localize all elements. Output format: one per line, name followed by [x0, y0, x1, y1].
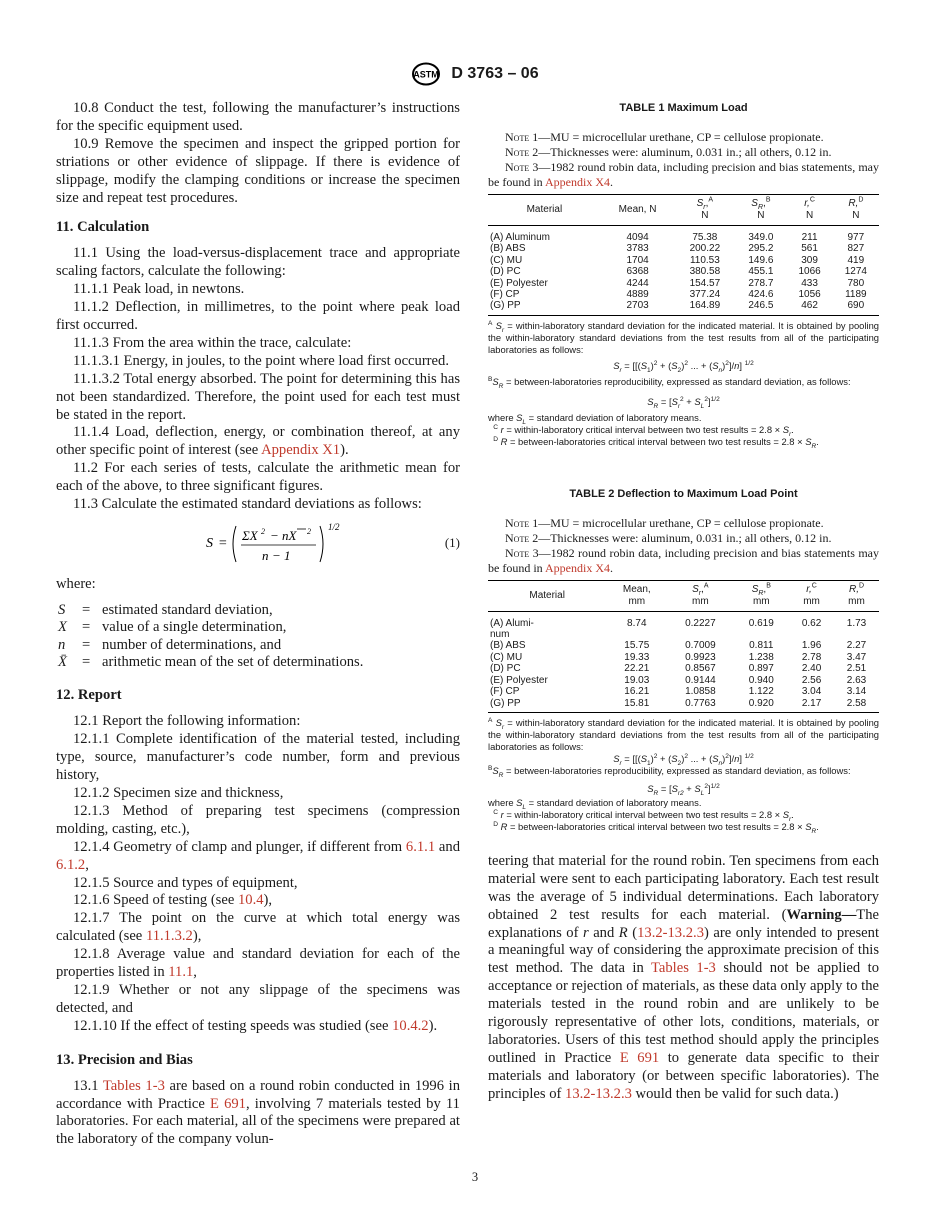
header-label: Mean, N: [618, 203, 657, 215]
table-cell: 1056: [798, 288, 821, 300]
table-1-formula-sR: $S_R = [S_r^2 + S_L^2]^{1/2}$: [647, 395, 720, 410]
where-label: where:: [56, 575, 96, 592]
table-cell: [789, 629, 834, 640]
table-2-footnote-b: $^BS_R$ = between-laboratories reproducibility, expressed as standard deviation, as follows:: [488, 764, 851, 779]
column-header: $S_R,^B$ mm: [733, 580, 789, 611]
table-cell: 0.2227: [685, 617, 716, 629]
table-cell: (D) PC: [490, 266, 521, 278]
table-cell: [834, 629, 879, 640]
table-cell: 3.47: [846, 651, 867, 663]
paragraph-12-1-3: 12.1.3 Method of preparing test specimens (compression molding, casting, etc.),: [56, 802, 460, 837]
table-cell: 3.14: [846, 686, 867, 698]
text-segment: 12.1.10 If the effect of testing speeds was studied (see: [73, 1017, 393, 1034]
table-2: [488, 580, 879, 713]
table-cell: (A) Aluminum: [490, 231, 551, 243]
table-cell: 19.03: [624, 674, 650, 686]
text-segment: , involving 7 materials tested by 11 laboratories. For each material, all of the specimens were prepared at the laboratory of the company volun-: [56, 1095, 460, 1148]
note-text: 3—1982 round robin data, including precision and bias statements, may be found in: [488, 159, 879, 189]
definition: arithmetic mean of the set of determinations.: [102, 654, 364, 671]
table-cell: 433: [801, 277, 818, 289]
column-header: [488, 580, 606, 611]
paragraph-11-1: 11.1 Using the load-versus-displacement trace and appropriate scaling factors, calculate the following:: [56, 245, 460, 280]
table-cell: 462: [786, 300, 832, 315]
header-unit: N: [757, 209, 765, 221]
table-cell: 110.53: [689, 254, 720, 266]
table-cell: (E) Polyester: [490, 674, 548, 686]
note-label: Note: [505, 144, 530, 159]
equals-sign: =: [82, 601, 91, 618]
table-cell: 0.9144: [685, 674, 716, 686]
table-cell: 2.63: [846, 674, 867, 686]
where-item: [56, 602, 460, 619]
table-cell: 19.33: [624, 651, 650, 663]
appendix-x4-link[interactable]: Appendix X4: [545, 174, 610, 189]
text-segment: ).: [428, 1017, 438, 1034]
table-cell: (B) ABS: [490, 640, 526, 652]
note-label: Note: [505, 545, 530, 560]
paragraph-12-1-4: [56, 839, 460, 875]
appendix-x1-link[interactable]: Appendix X1: [261, 442, 341, 459]
text-segment: and: [435, 838, 460, 855]
page-number: 3: [471, 1170, 479, 1184]
table-cell: (G) PP: [488, 300, 601, 315]
table-cell: 2.17: [789, 698, 834, 713]
section-10-4-2-link[interactable]: 10.4.2: [392, 1017, 429, 1034]
header-label: r,: [804, 197, 810, 209]
svg-text:S: S: [206, 535, 213, 551]
table-cell: 349.0: [748, 231, 774, 243]
note-text: .: [610, 560, 613, 575]
table-cell: 15.75: [624, 640, 650, 652]
table-2-note-3: [488, 546, 879, 576]
table-cell: 780: [847, 277, 865, 289]
table-cell: 2.78: [801, 651, 822, 663]
table-row: [488, 675, 879, 686]
table-1-formula-sr: $S_r = [[(S_1)^2 + (S_2)^2$ ... + $(S_n)^2]/n$] $^{1/2}$: [613, 359, 754, 374]
table-cell: 2.27: [846, 640, 867, 652]
text-segment: 12.1.8 Average value and standard deviation for each of the properties listed in: [56, 946, 460, 981]
table-row: [488, 611, 879, 629]
section-6-1-1-link[interactable]: 6.1.1: [405, 838, 436, 855]
formula-graphic: [206, 520, 376, 570]
table-cell: 211: [801, 231, 818, 243]
table-cell: 16.21: [624, 686, 650, 698]
section-heading-report: 12. Report: [56, 687, 122, 704]
table-cell: 1066: [798, 266, 821, 278]
table-row: [488, 243, 879, 254]
table-cell: 8.74: [627, 617, 647, 629]
table-2-body: [488, 611, 879, 712]
table-row: [488, 278, 879, 289]
header-label: Material: [526, 203, 563, 215]
table-1-footnote-d: $^D$ R = between-laboratories critical interval between two test results = $2.8 \times S_R$.: [493, 435, 819, 450]
section-heading-calculation: 11. Calculation: [56, 219, 150, 236]
symbol: X: [58, 619, 67, 636]
paragraph-12-1: 12.1 Report the following information:: [73, 713, 301, 730]
note-text: 1—MU = microcellular urethane, CP = cellulose propionate.: [529, 515, 824, 530]
note-label: Note: [505, 129, 530, 144]
table-row: [488, 640, 879, 651]
table-cell: 3783: [626, 243, 649, 255]
table-cell: 0.62: [801, 617, 822, 629]
table-cell: 455.1: [748, 266, 774, 278]
table-cell: 154.57: [689, 277, 721, 289]
header-unit: N: [805, 209, 814, 221]
table-cell: 149.6: [748, 254, 774, 266]
table-2-footnote-d: $^D$ R = between-laboratories critical interval between two test results = $2.8 \times S_R$.: [493, 820, 819, 835]
footnote-text: = between-laboratories critical interval between two test results = 2.8 ×: [507, 435, 806, 447]
footnote-text: = within-laboratory standard deviation for the indicated material. It is obtained by pooling the within-laboratory standard deviations from the test results from all of the participating laboratories as follows:: [488, 319, 879, 355]
paragraph-12-1-2: 12.1.2 Specimen size and thickness,: [73, 785, 284, 801]
table-cell: 1.73: [846, 617, 867, 629]
table-cell: 0.8567: [685, 663, 716, 675]
section-10-4-link[interactable]: 10.4: [237, 892, 264, 909]
table-2-title: TABLE 2 Deflection to Maximum Load Point: [569, 487, 798, 500]
header-label: S: [751, 197, 758, 209]
table-cell: 0.940: [748, 674, 774, 686]
table-cell: 15.81: [606, 698, 667, 713]
paragraph-11-3: 11.3 Calculate the estimated standard deviations as follows:: [73, 496, 422, 513]
section-11-1-link[interactable]: 11.1: [168, 964, 194, 981]
svg-text:n: n: [262, 547, 269, 563]
table-1-footnote-a: $^A$ $S_r$ = within-laboratory standard deviation for the indicated material. It is obtained by pooling the within-laboratory standard deviations from the test results from all of the participating laboratories as follows:: [488, 319, 879, 355]
column-header: R,$^D$ mm: [834, 580, 879, 611]
table-2-footnote-c: $^C$ r = within-laboratory critical interval between two test results = $2.8 \times S_r$.: [493, 808, 794, 823]
table-cell: 0.7763: [667, 698, 733, 713]
table-2-note-1: [488, 516, 879, 531]
paragraph-12-1-10: [56, 1018, 460, 1036]
table-cell: 419: [847, 254, 865, 266]
header-label: R,: [848, 583, 859, 595]
paragraph-12-1-9: 12.1.9 Whether or not any slippage of the specimens was detected, and: [56, 981, 460, 1016]
table-cell: 309: [801, 254, 818, 266]
table-cell: 377.24: [689, 288, 721, 300]
right-column: [488, 100, 879, 1104]
table-cell: [667, 629, 733, 640]
table-cell: 1189: [845, 288, 867, 300]
text-segment: 12.1.7 The point on the curve at which total energy was calculated (see: [56, 910, 460, 945]
symbol: S: [58, 601, 66, 618]
note-label: Note: [505, 530, 530, 545]
e691-link[interactable]: E 691: [210, 1095, 246, 1112]
table-1-note-2: [488, 145, 879, 160]
header-unit: mm: [803, 595, 820, 607]
column-header: [488, 194, 601, 225]
table-cell: 164.89: [674, 300, 735, 315]
where-item: [56, 654, 460, 671]
table-row: [488, 629, 879, 640]
header-label: S: [692, 583, 699, 595]
table-cell: 1274: [844, 266, 867, 278]
note-label: Note: [505, 515, 530, 530]
definition: value of a single determination,: [102, 619, 287, 636]
table-1-block: [488, 100, 879, 448]
table-cell: 2703: [601, 300, 675, 315]
astm-logo-icon: [411, 62, 441, 86]
paragraph-11-1-4: [56, 424, 460, 460]
where-list: [56, 602, 460, 672]
definition: number of determinations, and: [102, 636, 282, 653]
column-header: r,$^C$ N: [786, 194, 832, 225]
table-cell: 977: [847, 231, 865, 243]
symbol: X̄: [58, 654, 67, 671]
footnote-text: = between-laboratories reproducibility, expressed as standard deviation, as follows:: [503, 375, 851, 387]
footnote-text: = between-laboratories reproducibility, expressed as standard deviation, as follows:: [503, 764, 851, 776]
table-row: [488, 652, 879, 663]
table-header-row: [488, 580, 879, 611]
svg-text:1/2: 1/2: [328, 521, 340, 532]
paragraph-13-1: [56, 1078, 460, 1150]
header-label: R,: [848, 197, 859, 209]
table-cell: [606, 629, 667, 640]
table-header-row: [488, 194, 879, 225]
note-text: 2—Thicknesses were: aluminum, 0.031 in.; all others, 0.12 in.: [529, 144, 832, 159]
table-cell: 0.619: [748, 617, 774, 629]
table-cell: 690: [833, 300, 879, 315]
table-row: [488, 289, 879, 300]
tables-1-3-link[interactable]: Tables 1-3: [102, 1077, 165, 1094]
text-segment: and: [588, 924, 619, 941]
table-cell: 75.38: [692, 231, 718, 243]
footnote-text: = within-laboratory critical interval between two test results = 2.8 ×: [503, 423, 783, 435]
table-cell: 827: [847, 243, 865, 255]
table-1-body: [488, 225, 879, 315]
table-cell: 2.40: [801, 663, 822, 675]
table-2-formula-sr: $S_r = [[(S_1)^2 + (S_2)^2$ ... + $(S_n)^2]/n$] $^{1/2}$: [613, 752, 754, 767]
footnote-text: = standard deviation of laboratory means.: [526, 411, 702, 423]
table-cell: 2.58: [834, 698, 879, 713]
table-cell: 246.5: [735, 300, 786, 315]
table-row: [488, 698, 879, 713]
table-cell: 1.0858: [685, 686, 716, 698]
paragraph-11-1-2: 11.1.2 Deflection, in millimetres, to the point where peak load first occurred.: [56, 299, 460, 333]
table-cell: 278.7: [748, 277, 774, 289]
header-unit: N: [701, 209, 709, 221]
table-2-block: [488, 486, 879, 833]
table-cell: (F) CP: [490, 686, 520, 698]
text-segment: 13.1: [73, 1077, 103, 1094]
text-segment: ).: [340, 442, 349, 459]
table-cell: 2.56: [801, 674, 822, 686]
text-segment: ),: [192, 928, 202, 945]
table-cell: (A) Alumi-: [490, 617, 534, 629]
text-segment: should not be applied to acceptance or rejection of materials, as these data only apply to the materials tested in the round robin and are unlikely to be rigorously representative of other lots, conditions, materials, or laboratories. Users of this test method should apply the principles outlined in Practice: [488, 960, 880, 1066]
column-header: [601, 194, 675, 225]
table-cell: 380.58: [689, 266, 721, 278]
paragraph-13-1-continued: [488, 853, 879, 1104]
svg-text:ASTM: ASTM: [413, 69, 440, 80]
note-label: Note: [505, 159, 530, 174]
table-cell: 0.897: [748, 663, 774, 675]
table-1-footnote-c: $^C$ r = within-laboratory critical interval between two test results = $2.8 \times S_r$.: [493, 423, 794, 438]
paragraph-12-1-6: [56, 892, 460, 910]
table-cell: 4094: [626, 231, 649, 243]
svg-text:2: 2: [307, 526, 311, 536]
table-cell: 4889: [626, 288, 649, 300]
table-1-footnote-b: $^BS_R$ = between-laboratories reproducibility, expressed as standard deviation, as follows:: [488, 375, 851, 390]
table-cell: 2.51: [846, 663, 867, 675]
note-text: .: [610, 174, 613, 189]
std-deviation-formula: [56, 520, 460, 570]
table-cell: 0.811: [749, 640, 774, 652]
table-cell: (G) PP: [488, 698, 606, 713]
page-header: [0, 62, 950, 86]
column-header: r,$^C$ mm: [789, 580, 834, 611]
text-segment: ,: [85, 856, 89, 873]
text-segment: 12.1.4 Geometry of clamp and plunger, if different from: [73, 838, 406, 855]
equation-number: (1): [444, 534, 460, 550]
table-cell: 295.2: [748, 243, 774, 255]
symbol: n: [58, 636, 66, 653]
table-cell: [733, 629, 789, 640]
paragraph-10-9: 10.9 Remove the specimen and inspect the gripped portion for striations or other evidence of slippage. If there is evidence of slippage, modify the clamping conditions or increase the specimen size and repeat test procedures.: [56, 135, 460, 206]
column-header: $S_R,^B$ N: [735, 194, 786, 225]
table-row: [488, 266, 879, 277]
footnote-text: = within-laboratory critical interval between two test results = 2.8 ×: [503, 808, 783, 820]
header-unit: mm: [848, 595, 865, 607]
paragraph-11-2: 11.2 For each series of tests, calculate the arithmetic mean for each of the above, to three significant figures.: [56, 460, 460, 495]
table-cell: 1.96: [801, 640, 822, 652]
table-cell: 561: [801, 243, 818, 255]
svg-text:2: 2: [261, 526, 265, 536]
table-cell: 22.21: [624, 663, 650, 675]
paragraph-11-1-3-2: 11.1.3.2 Total energy absorbed. The point for determining this has not been standardized. Therefore, the point used for each test must be stated in the report.: [56, 370, 460, 423]
table-row: [488, 225, 879, 243]
table-cell: 0.920: [733, 698, 789, 713]
table-cell: (B) ABS: [490, 243, 526, 255]
note-text: 2—Thicknesses were: aluminum, 0.031 in.; all others, 0.12 in.: [529, 530, 832, 545]
header-label: Material: [529, 589, 565, 601]
column-header: $S_r,^A$ N: [674, 194, 735, 225]
column-header: [606, 580, 667, 611]
text-segment: 12.1.6 Speed of testing (see: [73, 892, 238, 909]
header-label: r,: [806, 583, 812, 595]
equals-sign: =: [82, 619, 91, 636]
table-cell: (D) PC: [490, 663, 521, 675]
paragraph-11-1-3-1: 11.1.3.1 Energy, in joules, to the point where load first occurred.: [73, 352, 449, 369]
svg-text:− 1: − 1: [272, 547, 291, 563]
table-2-footnote-where: where $S_L$ = standard deviation of laboratory means.: [488, 796, 702, 811]
svg-text:− nX: − nX: [270, 527, 297, 543]
text-segment: 11.1.4 Load, deflection, energy, or combination thereof, at any other specific point of interest (see: [56, 424, 460, 459]
table-cell: (C) MU: [490, 254, 523, 266]
column-header: R,$^D$ N: [833, 194, 879, 225]
definition: estimated standard deviation,: [102, 601, 273, 618]
header-unit: mm: [692, 595, 709, 607]
paragraph-12-1-8: [56, 946, 460, 982]
table-cell: 1704: [626, 254, 649, 266]
table-1: [488, 194, 879, 316]
text-segment: would then be valid for such data.): [631, 1085, 839, 1102]
table-cell: 4244: [626, 277, 649, 289]
table-cell: num: [490, 629, 510, 641]
equals-sign: =: [82, 636, 91, 653]
text-segment: ),: [263, 892, 273, 909]
footnote-text: = within-laboratory standard deviation for the indicated material. It is obtained by pooling the within-laboratory standard deviations from the test results from all of the participating laboratories as follows:: [488, 716, 879, 752]
table-cell: 1.122: [748, 686, 774, 698]
table-row: [488, 663, 879, 674]
table-cell: (F) CP: [490, 288, 520, 300]
paragraph-12-1-7: [56, 910, 460, 946]
text-segment: The explanations of: [488, 906, 879, 941]
table-row: [488, 300, 879, 315]
section-heading-precision-bias: 13. Precision and Bias: [56, 1051, 193, 1068]
text-segment: are based on a round robin conducted in 1996 in accordance with Practice: [56, 1077, 460, 1112]
table-cell: 6368: [626, 266, 649, 278]
header-label: Mean,: [622, 583, 651, 595]
table-1-footnote-where: where $S_L$ = standard deviation of laboratory means.: [488, 411, 702, 426]
equals-sign: =: [82, 654, 91, 671]
header-unit: N: [852, 209, 860, 221]
table-cell: (E) Polyester: [490, 277, 548, 289]
table-row: [488, 255, 879, 266]
text-segment: teering that material for the round robin. Ten specimens from each material were sent to each participating laboratory. Each test result was the average of 5 individual determinations. Each laboratory obtained 2 test results for each material. (: [488, 852, 879, 923]
text-segment: ) are only intended to present a meaningful way of considering the approximate precision of this test method. The data in: [488, 924, 879, 977]
header-unit: mm: [752, 595, 770, 607]
table-1-title: TABLE 1 Maximum Load: [619, 102, 748, 114]
symbol-R: R: [618, 924, 628, 941]
table-2-formula-sR: $S_R = [S_{r2} + S_L^2]^{1/2}$: [647, 782, 720, 797]
warning-label: Warning—: [786, 906, 857, 923]
where-item: [56, 637, 460, 654]
paragraph-11-1-3: 11.1.3 From the area within the trace, calculate:: [73, 334, 352, 351]
paragraph-11-1-1: 11.1.1 Peak load, in newtons.: [73, 281, 245, 298]
table-cell: 3.04: [801, 686, 822, 698]
header-label: S: [751, 583, 759, 595]
table-cell: 0.7009: [685, 640, 716, 652]
tables-1-3-link[interactable]: Tables 1-3: [651, 960, 716, 977]
symbol-r: r: [582, 924, 589, 941]
paragraph-12-1-1: 12.1.1 Complete identification of the material tested, including type, source, manufacturer’s code number, form and previous history,: [56, 731, 460, 784]
left-column: [56, 100, 460, 1149]
table-cell: 200.22: [689, 243, 721, 255]
section-11-1-3-2-link[interactable]: 11.1.3.2: [145, 928, 193, 945]
table-1-note-1: [488, 130, 879, 145]
footnote-text: = between-laboratories critical interval between two test results = 2.8 ×: [507, 820, 806, 832]
document-title: D 3763 – 06: [451, 65, 539, 82]
text-segment: (: [627, 924, 638, 941]
paragraph-10-8: 10.8 Conduct the test, following the manufacturer’s instructions for the specific equipment used.: [56, 100, 460, 134]
footnote-text: = standard deviation of laboratory means.: [526, 796, 702, 808]
svg-text:=: =: [218, 535, 228, 551]
paragraph-12-1-5: 12.1.5 Source and types of equipment,: [73, 874, 298, 891]
e691-link[interactable]: E 691: [619, 1049, 660, 1066]
section-13-2-link[interactable]: 13.2-13.2.3: [565, 1085, 632, 1102]
table-2-footnote-a: $^A$ $S_r$ = within-laboratory standard deviation for the indicated material. It is obtained by pooling the within-laboratory standard deviations from the test results from all of the participating laboratories as follows:: [488, 716, 879, 752]
svg-text:ΣX: ΣX: [242, 527, 258, 543]
appendix-x4-link[interactable]: Appendix X4: [545, 560, 610, 575]
table-cell: (C) MU: [490, 651, 523, 663]
section-13-2-link[interactable]: 13.2-13.2.3: [637, 924, 704, 941]
table-row: [488, 686, 879, 697]
table-1-note-3: [488, 160, 879, 190]
column-header: $S_r,^A$ mm: [667, 580, 733, 611]
text-segment: ,: [193, 964, 197, 981]
table-cell: 0.9923: [685, 651, 716, 663]
table-cell: 424.6: [748, 288, 774, 300]
header-label: S: [696, 197, 704, 209]
note-text: 1—MU = microcellular urethane, CP = cellulose propionate.: [529, 129, 824, 144]
note-text: 3—1982 round robin data, including precision and bias statements may be found in: [488, 545, 879, 575]
table-2-note-2: [488, 531, 879, 546]
header-unit: mm: [628, 595, 646, 607]
section-6-1-2-link[interactable]: 6.1.2: [56, 856, 86, 873]
text-segment: to generate data specific to their materials and laboratory (or between specific laboratories). The principles of: [488, 1049, 879, 1102]
where-item: [56, 619, 460, 636]
table-cell: 1.238: [748, 651, 774, 663]
